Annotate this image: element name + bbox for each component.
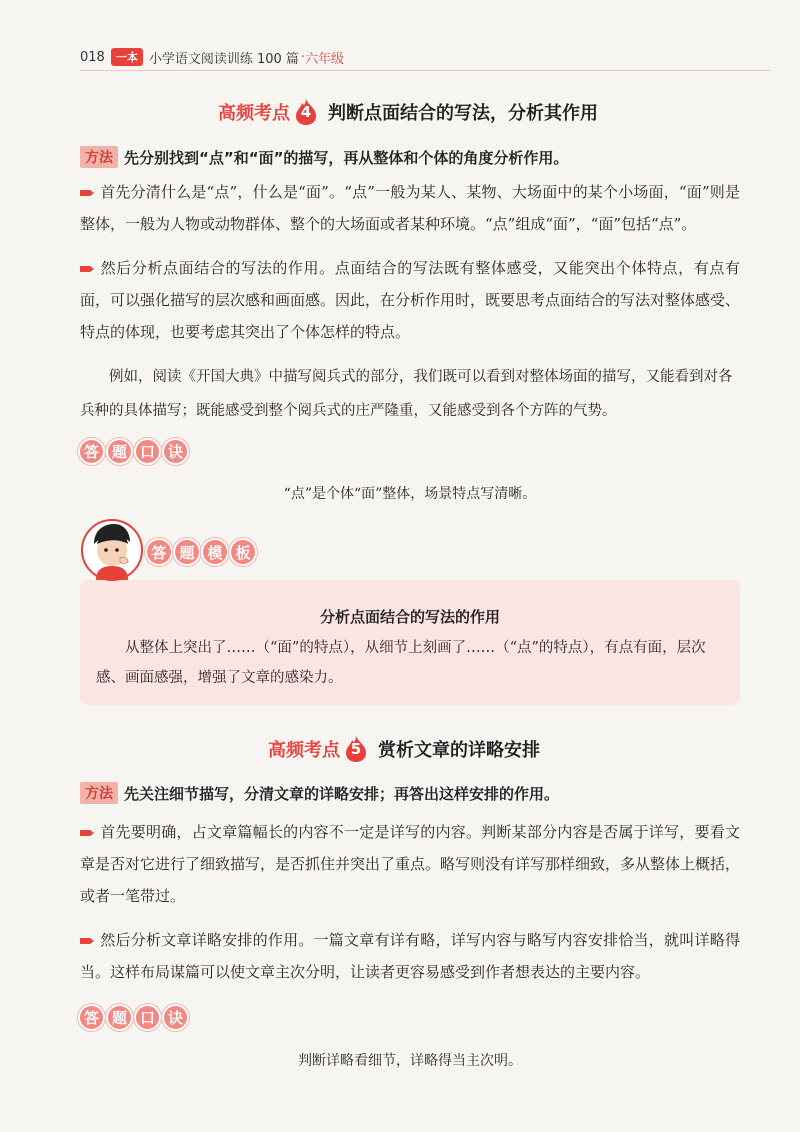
- badge-char: 答: [145, 538, 173, 566]
- template-title: 分析点面结合的写法的作用: [319, 608, 500, 626]
- koujue-badge: [78, 438, 190, 465]
- method-text: 先分别找到“点”和“面”的描写，再从整体和个体的角度分析作用。: [124, 148, 569, 167]
- badge-char: 题: [173, 538, 201, 566]
- badge-char: 诀: [162, 438, 189, 465]
- koujue-text: “点”是个体“面”整体，场景特点写清晰。: [283, 486, 537, 502]
- flame-number-icon: [344, 735, 368, 763]
- badge-char: 题: [106, 438, 133, 465]
- paragraph: [80, 924, 740, 988]
- arrow-bullet-icon: [80, 264, 94, 274]
- badge-char: 口: [134, 1004, 161, 1031]
- arrow-bullet-icon: [80, 188, 94, 198]
- running-header: [80, 46, 344, 68]
- flame-number-icon: [294, 98, 318, 126]
- page-number: 018: [80, 49, 105, 65]
- method-row: [80, 782, 559, 804]
- method-row: [80, 146, 568, 168]
- badge-char: 口: [134, 438, 161, 465]
- brand-logo: 一本: [111, 48, 143, 66]
- method-text: 先关注细节描写，分清文章的详略安排；再答出这样安排的作用。: [124, 784, 560, 803]
- boy-thinking-icon: [80, 518, 144, 582]
- template-badge: [145, 538, 257, 566]
- koujue-badge: [78, 1004, 190, 1031]
- method-tag: 方法: [80, 146, 118, 168]
- separator: ·: [300, 49, 306, 65]
- book-title: 小学语文阅读训练 100 篇: [148, 51, 299, 67]
- badge-char: 诀: [162, 1004, 189, 1031]
- paragraph: [80, 816, 740, 912]
- paragraph: [80, 176, 740, 240]
- badge-char: 答: [78, 1004, 105, 1031]
- koujue-text: 判断详略看细节，详略得当主次明。: [298, 1053, 522, 1069]
- section-number: 5: [350, 740, 362, 758]
- example-paragraph: 例如，阅读《开国大典》中描写阅兵式的部分，我们既可以看到对整体场面的描写，又能看到对各兵种的具体描写；既能感受到整个阅兵式的庄严隆重，又能感受到各个方阵的气势。: [80, 369, 733, 419]
- section-number: 4: [300, 103, 312, 121]
- section-heading-4: [218, 97, 598, 127]
- grade-label: 六年级: [305, 51, 345, 67]
- badge-char: 板: [229, 538, 257, 566]
- section-label: 高频考点: [218, 103, 290, 124]
- section-title: 判断点面结合的写法，分析其作用: [328, 103, 598, 124]
- paragraph-text: 然后分析文章详略安排的作用。一篇文章有详有略，详写内容与略写内容安排恰当，就叫详略得当。这样布局谋篇可以使文章主次分明，让读者更容易感受到作者想表达的主要内容。: [80, 931, 740, 981]
- section-label: 高频考点: [268, 740, 340, 761]
- header-divider: [80, 70, 770, 71]
- section-heading-5: [268, 734, 540, 764]
- section-title: 赏析文章的详略安排: [378, 740, 540, 761]
- arrow-bullet-icon: [80, 828, 94, 838]
- badge-char: 答: [78, 438, 105, 465]
- paragraph-text: 首先分清什么是“点”，什么是“面”。“点”一般为某人、某物、大场面中的某个小场面，“面”则是整体，一般为人物或动物群体、整个的大场面或者某种环境。“点”组成“面”，“面”包括“点”。: [80, 183, 740, 233]
- method-tag: 方法: [80, 782, 118, 804]
- badge-char: 题: [106, 1004, 133, 1031]
- badge-char: 模: [201, 538, 229, 566]
- template-body: 从整体上突出了……（“面”的特点），从细节上刻画了……（“点”的特点），有点有面，层次感、画面感强，增强了文章的感染力。: [96, 640, 706, 686]
- arrow-bullet-icon: [80, 936, 94, 946]
- paragraph: [80, 252, 740, 348]
- paragraph-text: 然后分析点面结合的写法的作用。点面结合的写法既有整体感受，又能突出个体特点，有点有面，可以强化描写的层次感和画面感。因此，在分析作用时，既要思考点面结合的写法对整体感受、特点的体现，也要考虑其突出了个体怎样的特点。: [80, 259, 741, 341]
- paragraph-text: 首先要明确，占文章篇幅长的内容不一定是详写的内容。判断某部分内容是否属于详写，要看文章是否对它进行了细致描写，是否抓住并突出了重点。略写则没有详写那样细致，多从整体上概括，或者一笔带过。: [80, 823, 741, 905]
